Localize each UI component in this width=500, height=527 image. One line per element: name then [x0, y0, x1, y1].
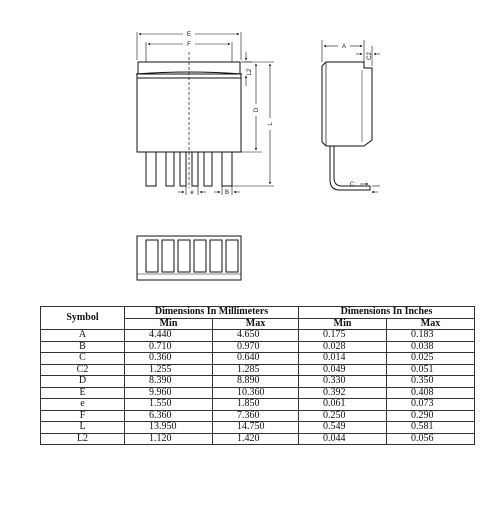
cell-in-min: 0.250	[299, 410, 387, 422]
table-row	[41, 353, 475, 365]
bottom-body	[137, 236, 241, 280]
dim-label-L2: L2	[247, 68, 253, 76]
dim-label-B: B	[224, 190, 230, 196]
dim-label-A: A	[341, 44, 347, 50]
cell-symbol: L2	[41, 433, 125, 445]
cell-mm-min: 6.360	[125, 410, 213, 422]
cell-symbol: E	[41, 387, 125, 399]
dim-label-L: L	[268, 122, 274, 126]
cell-symbol: D	[41, 376, 125, 388]
cell-mm-max: 0.640	[213, 353, 299, 365]
table-row	[41, 433, 475, 445]
dim-label-D: D	[254, 107, 260, 113]
cell-in-min: 0.330	[299, 376, 387, 388]
dim-label-e: e	[190, 190, 194, 196]
table-row	[41, 422, 475, 434]
cell-in-min: 0.392	[299, 387, 387, 399]
cell-in-min: 0.549	[299, 422, 387, 434]
cell-in-max: 0.290	[387, 410, 475, 422]
cell-mm-min: 0.360	[125, 353, 213, 365]
cell-mm-max: 7.360	[213, 410, 299, 422]
cell-mm-max: 1.850	[213, 399, 299, 411]
mm-header: Dimensions In Millimeters	[125, 307, 299, 319]
side-body	[322, 62, 372, 146]
mm-min-header: Min	[125, 318, 213, 330]
cell-in-min: 0.014	[299, 353, 387, 365]
cell-mm-min: 8.390	[125, 376, 213, 388]
table-row	[41, 399, 475, 411]
table-row	[41, 387, 475, 399]
cell-mm-max: 0.970	[213, 341, 299, 353]
table-row	[41, 330, 475, 342]
side-view-labels	[342, 44, 373, 188]
cell-in-min: 0.044	[299, 433, 387, 445]
table-row	[41, 341, 475, 353]
cell-in-max: 0.038	[387, 341, 475, 353]
cell-symbol: L	[41, 422, 125, 434]
cell-in-min: 0.061	[299, 399, 387, 411]
dim-label-C2: C2	[367, 52, 373, 60]
in-header: Dimensions In Inches	[299, 307, 475, 319]
front-view	[136, 32, 274, 195]
cell-in-max: 0.051	[387, 364, 475, 376]
cell-in-max: 0.025	[387, 353, 475, 365]
cell-in-min: 0.028	[299, 341, 387, 353]
cell-mm-min: 0.710	[125, 341, 213, 353]
front-view-labels	[187, 32, 274, 196]
table-row	[41, 364, 475, 376]
cell-in-max: 0.183	[387, 330, 475, 342]
symbol-header: Symbol	[41, 307, 125, 330]
cell-symbol: C	[41, 353, 125, 365]
mm-max-header: Max	[213, 318, 299, 330]
bottom-pads	[146, 240, 238, 272]
cell-symbol: A	[41, 330, 125, 342]
bottom-view	[137, 236, 241, 280]
cell-symbol: B	[41, 341, 125, 353]
cell-in-min: 0.049	[299, 364, 387, 376]
cell-symbol: F	[41, 410, 125, 422]
cell-mm-min: 1.550	[125, 399, 213, 411]
dim-label-C: C	[349, 182, 355, 188]
side-view	[322, 40, 380, 192]
cell-mm-max: 1.285	[213, 364, 299, 376]
cell-mm-max: 14.750	[213, 422, 299, 434]
cell-mm-min: 13.950	[125, 422, 213, 434]
cell-mm-max: 1.420	[213, 433, 299, 445]
cell-mm-min: 9.960	[125, 387, 213, 399]
dimensions-table	[40, 306, 475, 445]
cell-mm-min: 1.120	[125, 433, 213, 445]
cell-mm-min: 1.255	[125, 364, 213, 376]
cell-mm-max: 10.360	[213, 387, 299, 399]
in-min-header: Min	[299, 318, 387, 330]
table-row	[41, 410, 475, 422]
cell-in-max: 0.350	[387, 376, 475, 388]
cell-mm-max: 8.890	[213, 376, 299, 388]
dim-label-E: E	[186, 32, 192, 38]
cell-in-max: 0.581	[387, 422, 475, 434]
cell-in-max: 0.056	[387, 433, 475, 445]
table-row	[41, 376, 475, 388]
cell-mm-max: 4.650	[213, 330, 299, 342]
cell-in-min: 0.175	[299, 330, 387, 342]
cell-symbol: e	[41, 399, 125, 411]
in-max-header: Max	[387, 318, 475, 330]
cell-in-max: 0.073	[387, 399, 475, 411]
cell-in-max: 0.408	[387, 387, 475, 399]
dim-label-F: F	[187, 42, 191, 48]
cell-mm-min: 4.440	[125, 330, 213, 342]
cell-symbol: C2	[41, 364, 125, 376]
